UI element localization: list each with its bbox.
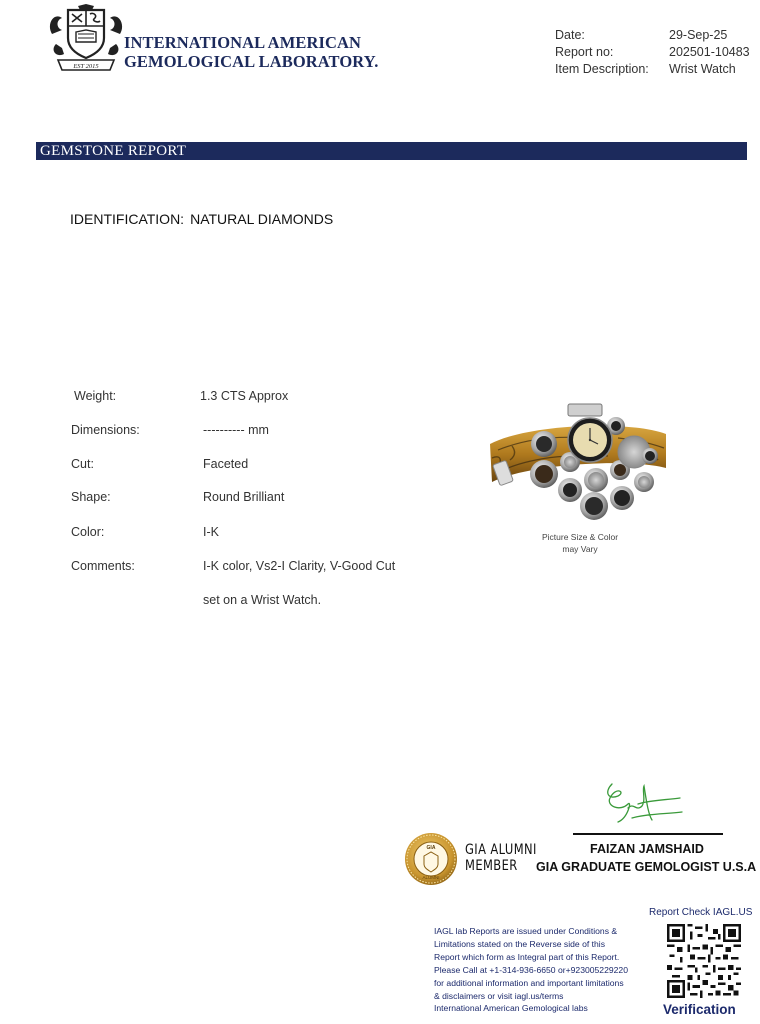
detail-value: 1.3 CTS Approx — [200, 389, 289, 403]
report-meta — [555, 27, 750, 78]
detail-label: Color: — [71, 525, 105, 539]
meta-value: Wrist Watch — [669, 62, 736, 76]
detail-value: Round Brilliant — [203, 490, 285, 504]
detail-value: I-K — [203, 525, 219, 539]
handwritten-signature — [598, 778, 688, 830]
photo-caption-line-2: may Vary — [562, 544, 598, 554]
verification-label: Verification — [663, 1002, 736, 1017]
detail-value: I-K color, Vs2-I Clarity, V-Good Cut — [203, 559, 396, 573]
meta-label: Item Description: — [555, 62, 649, 76]
signatory-name: FAIZAN JAMSHAID — [590, 842, 704, 856]
lab-name-line-2: GEMOLOGICAL LABORATORY. — [124, 52, 379, 71]
disclaimer-line: & disclaimers or visit iagl.us/terms — [434, 990, 564, 1001]
lab-name-line-1: INTERNATIONAL AMERICAN — [124, 33, 362, 52]
identification — [70, 211, 333, 227]
disclaimer-line: Limitations stated on the Reverse side of this — [434, 938, 606, 949]
detail-value: ---------- mm — [203, 423, 269, 437]
identification-value: NATURAL DIAMONDS — [190, 211, 334, 227]
gia-alumni-seal — [404, 832, 458, 886]
seal-center-text: GIA — [426, 845, 436, 851]
signatory-title: GIA GRADUATE GEMOLOGIST U.S.A — [536, 860, 757, 874]
identification-label: IDENTIFICATION: — [70, 211, 185, 227]
disclaimer-line: International American Gemological labs — [434, 1003, 588, 1014]
lab-crest-logo — [48, 4, 124, 74]
comments-continuation: set on a Wrist Watch. — [203, 593, 322, 607]
detail-label: Comments: — [71, 559, 135, 573]
gia-alumni-label — [465, 842, 537, 874]
meta-row-report-no — [555, 44, 750, 61]
report-check-link[interactable]: Report Check IAGL.US — [649, 907, 753, 918]
disclaimer-line: Please Call at +1-314-936-6650 or+923005229220 — [434, 964, 628, 975]
meta-value: 29-Sep-25 — [669, 28, 728, 42]
crest-ribbon-text: EST 2015 — [73, 63, 99, 70]
verification-qr-code[interactable] — [667, 924, 741, 998]
meta-label: Date: — [555, 28, 585, 42]
detail-label: Dimensions: — [71, 423, 140, 437]
detail-label: Shape: — [71, 490, 111, 504]
gia-alumni-line-2: MEMBER — [465, 858, 518, 874]
detail-value: Faceted — [203, 457, 249, 471]
photo-caption-line-1: Picture Size & Color — [541, 532, 619, 542]
wrist-watch-photo — [488, 398, 668, 526]
disclaimer — [434, 925, 654, 1015]
meta-row-item-description — [555, 61, 750, 78]
lab-name — [124, 33, 378, 71]
detail-label: Cut: — [71, 457, 94, 471]
report-title-band: GEMSTONE REPORT — [36, 142, 747, 160]
gia-alumni-line-1: GIA ALUMNI — [465, 842, 537, 858]
detail-label: Weight: — [74, 389, 117, 403]
meta-label: Report no: — [555, 45, 614, 59]
seal-ring-text: ALUMNI — [422, 875, 440, 880]
signature-line — [573, 833, 723, 835]
photo-caption — [530, 531, 630, 555]
disclaimer-line: for additional information and important limitations — [434, 977, 624, 988]
meta-row-date — [555, 27, 750, 44]
disclaimer-line: IAGL lab Reports are issued under Conditions & — [434, 926, 618, 936]
meta-value: 202501-10483 — [669, 45, 750, 59]
disclaimer-line: Report which form as Integral part of this Report. — [434, 951, 620, 962]
